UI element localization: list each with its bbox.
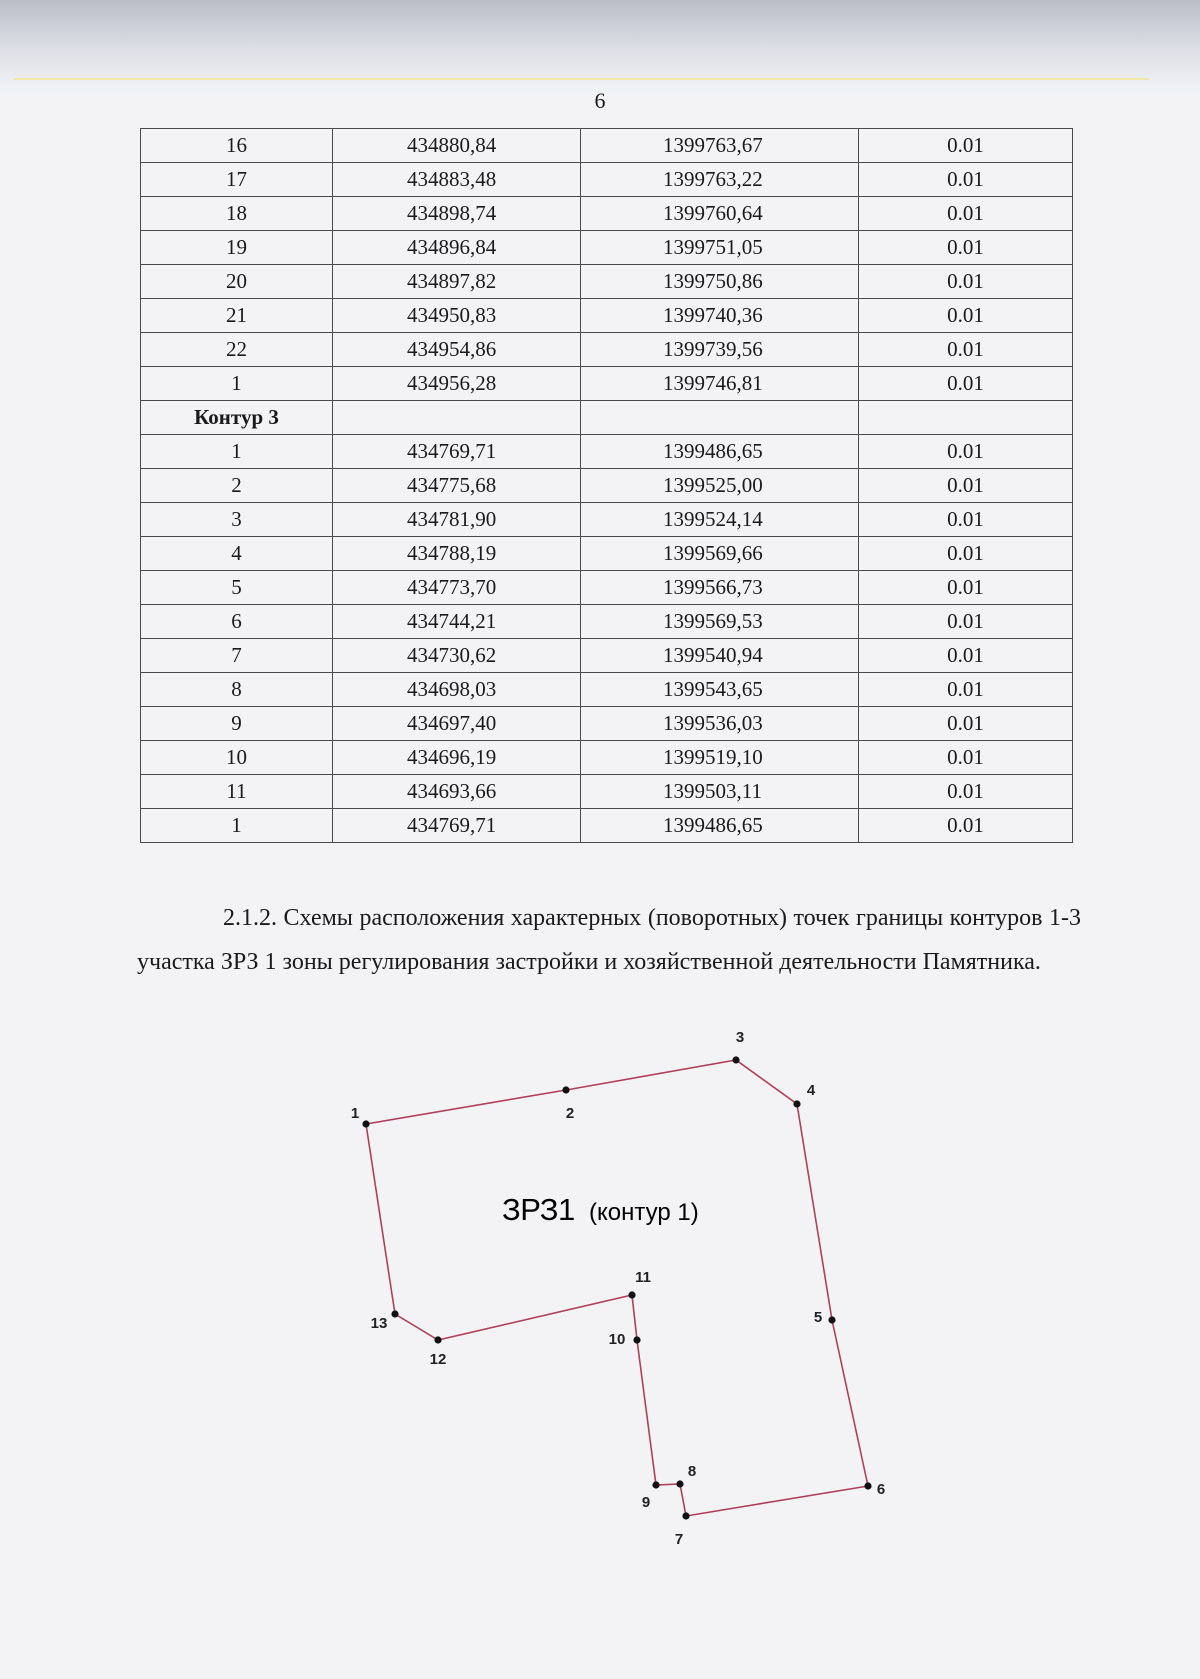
accuracy-cell: 0.01 xyxy=(859,809,1073,843)
boundary-point-marker xyxy=(732,1056,739,1063)
table-row xyxy=(141,367,1073,401)
y-coordinate-cell: 1399739,56 xyxy=(581,333,859,367)
x-coordinate-cell: 434698,03 xyxy=(333,673,581,707)
y-coordinate-cell: 1399525,00 xyxy=(581,469,859,503)
x-coordinate-cell: 434773,70 xyxy=(333,571,581,605)
y-coordinate-cell: 1399566,73 xyxy=(581,571,859,605)
point-number-cell: 11 xyxy=(141,775,333,809)
boundary-point-marker xyxy=(628,1291,635,1298)
boundary-point-marker xyxy=(828,1316,835,1323)
x-coordinate-cell: 434880,84 xyxy=(333,129,581,163)
boundary-point-label: 8 xyxy=(687,1463,697,1480)
accuracy-cell: 0.01 xyxy=(859,503,1073,537)
table-section-row xyxy=(141,401,1073,435)
table-row xyxy=(141,605,1073,639)
boundary-point-marker xyxy=(362,1120,369,1127)
x-coordinate-cell: 434883,48 xyxy=(333,163,581,197)
x-coordinate-cell: 434769,71 xyxy=(333,435,581,469)
boundary-diagram xyxy=(0,1000,1200,1560)
boundary-point-label: 2 xyxy=(565,1105,575,1122)
scan-edge-line xyxy=(14,78,1150,80)
point-number-cell: 9 xyxy=(141,707,333,741)
boundary-point-marker xyxy=(434,1336,441,1343)
point-number-cell: 6 xyxy=(141,605,333,639)
diagram-title-sub: (контур 1) xyxy=(589,1199,699,1226)
x-coordinate-cell: 434898,74 xyxy=(333,197,581,231)
accuracy-cell: 0.01 xyxy=(859,537,1073,571)
table-row xyxy=(141,299,1073,333)
table-row xyxy=(141,639,1073,673)
table-row xyxy=(141,707,1073,741)
boundary-point-label: 12 xyxy=(429,1351,447,1368)
x-coordinate-cell: 434788,19 xyxy=(333,537,581,571)
table-row xyxy=(141,197,1073,231)
y-coordinate-cell: 1399750,86 xyxy=(581,265,859,299)
accuracy-cell: 0.01 xyxy=(859,639,1073,673)
boundary-point-marker xyxy=(652,1481,659,1488)
x-coordinate-cell: 434769,71 xyxy=(333,809,581,843)
point-number-cell: 19 xyxy=(141,231,333,265)
point-number-cell: 20 xyxy=(141,265,333,299)
boundary-point-marker xyxy=(676,1480,683,1487)
point-number-cell: 1 xyxy=(141,435,333,469)
x-coordinate-cell: 434897,82 xyxy=(333,265,581,299)
y-coordinate-cell: 1399569,66 xyxy=(581,537,859,571)
boundary-point-marker xyxy=(391,1310,398,1317)
y-coordinate-cell: 1399486,65 xyxy=(581,809,859,843)
accuracy-cell: 0.01 xyxy=(859,129,1073,163)
coordinates-table xyxy=(140,128,1073,843)
boundary-point-label: 7 xyxy=(674,1531,684,1548)
accuracy-cell: 0.01 xyxy=(859,163,1073,197)
table-row xyxy=(141,741,1073,775)
point-number-cell: 10 xyxy=(141,741,333,775)
y-coordinate-cell: 1399751,05 xyxy=(581,231,859,265)
x-coordinate-cell: 434781,90 xyxy=(333,503,581,537)
table-row xyxy=(141,469,1073,503)
y-coordinate-cell: 1399503,11 xyxy=(581,775,859,809)
diagram-title-main: ЗРЗ1 xyxy=(502,1192,575,1227)
point-number-cell: 3 xyxy=(141,503,333,537)
point-number-cell: 7 xyxy=(141,639,333,673)
y-coordinate-cell: 1399543,65 xyxy=(581,673,859,707)
table-row xyxy=(141,537,1073,571)
accuracy-cell: 0.01 xyxy=(859,469,1073,503)
point-number-cell: 21 xyxy=(141,299,333,333)
x-coordinate-cell: 434730,62 xyxy=(333,639,581,673)
point-number-cell: 2 xyxy=(141,469,333,503)
x-coordinate-cell: 434693,66 xyxy=(333,775,581,809)
x-coordinate-cell: 434896,84 xyxy=(333,231,581,265)
table-row xyxy=(141,809,1073,843)
boundary-point-label: 13 xyxy=(370,1315,388,1332)
boundary-point-label: 10 xyxy=(608,1331,626,1348)
table-row xyxy=(141,775,1073,809)
table-row xyxy=(141,503,1073,537)
table-row xyxy=(141,129,1073,163)
point-number-cell: 1 xyxy=(141,809,333,843)
point-number-cell: 8 xyxy=(141,673,333,707)
y-coordinate-cell: 1399746,81 xyxy=(581,367,859,401)
boundary-point-marker xyxy=(682,1512,689,1519)
x-coordinate-cell: 434744,21 xyxy=(333,605,581,639)
x-coordinate-cell: 434697,40 xyxy=(333,707,581,741)
accuracy-cell: 0.01 xyxy=(859,571,1073,605)
accuracy-cell: 0.01 xyxy=(859,673,1073,707)
accuracy-cell: 0.01 xyxy=(859,197,1073,231)
boundary-point-marker xyxy=(864,1482,871,1489)
table-row xyxy=(141,163,1073,197)
y-coordinate-cell: 1399763,67 xyxy=(581,129,859,163)
y-coordinate-cell: 1399740,36 xyxy=(581,299,859,333)
x-coordinate-cell: 434775,68 xyxy=(333,469,581,503)
boundary-point-label: 9 xyxy=(641,1494,651,1511)
accuracy-cell: 0.01 xyxy=(859,741,1073,775)
table-row xyxy=(141,435,1073,469)
accuracy-cell: 0.01 xyxy=(859,299,1073,333)
point-number-cell: Контур 3 xyxy=(141,401,333,435)
y-coordinate-cell: 1399760,64 xyxy=(581,197,859,231)
y-coordinate-cell: 1399540,94 xyxy=(581,639,859,673)
boundary-point-marker xyxy=(793,1100,800,1107)
table-row xyxy=(141,333,1073,367)
boundary-point-marker xyxy=(633,1336,640,1343)
point-number-cell: 22 xyxy=(141,333,333,367)
point-number-cell: 17 xyxy=(141,163,333,197)
y-coordinate-cell: 1399524,14 xyxy=(581,503,859,537)
x-coordinate-cell: 434950,83 xyxy=(333,299,581,333)
boundary-point-label: 1 xyxy=(350,1105,360,1122)
boundary-point-marker xyxy=(562,1086,569,1093)
contour-polygon xyxy=(366,1060,868,1516)
y-coordinate-cell xyxy=(581,401,859,435)
x-coordinate-cell: 434696,19 xyxy=(333,741,581,775)
point-number-cell: 18 xyxy=(141,197,333,231)
boundary-point-label: 3 xyxy=(735,1029,745,1046)
accuracy-cell: 0.01 xyxy=(859,707,1073,741)
accuracy-cell: 0.01 xyxy=(859,775,1073,809)
accuracy-cell: 0.01 xyxy=(859,435,1073,469)
boundary-point-label: 11 xyxy=(635,1269,651,1286)
table-row xyxy=(141,571,1073,605)
y-coordinate-cell: 1399569,53 xyxy=(581,605,859,639)
accuracy-cell: 0.01 xyxy=(859,367,1073,401)
accuracy-cell: 0.01 xyxy=(859,231,1073,265)
x-coordinate-cell: 434956,28 xyxy=(333,367,581,401)
point-number-cell: 5 xyxy=(141,571,333,605)
table-row xyxy=(141,231,1073,265)
table-row xyxy=(141,265,1073,299)
point-number-cell: 4 xyxy=(141,537,333,571)
y-coordinate-cell: 1399763,22 xyxy=(581,163,859,197)
y-coordinate-cell: 1399536,03 xyxy=(581,707,859,741)
page-number: 6 xyxy=(594,88,606,113)
accuracy-cell xyxy=(859,401,1073,435)
diagram-title xyxy=(502,1192,699,1227)
x-coordinate-cell xyxy=(333,401,581,435)
boundary-point-label: 5 xyxy=(813,1309,823,1326)
x-coordinate-cell: 434954,86 xyxy=(333,333,581,367)
accuracy-cell: 0.01 xyxy=(859,605,1073,639)
y-coordinate-cell: 1399486,65 xyxy=(581,435,859,469)
section-paragraph: 2.1.2. Схемы расположения характерных (поворотных) точек границы контуров 1-3 участка ЗРЗ 1 зоны регулирования застройки и хозяйственной деятельности Памятника. xyxy=(137,905,1081,975)
boundary-point-label: 6 xyxy=(876,1481,886,1498)
accuracy-cell: 0.01 xyxy=(859,265,1073,299)
point-number-cell: 16 xyxy=(141,129,333,163)
table-row xyxy=(141,673,1073,707)
y-coordinate-cell: 1399519,10 xyxy=(581,741,859,775)
boundary-point-label: 4 xyxy=(806,1082,816,1099)
accuracy-cell: 0.01 xyxy=(859,333,1073,367)
point-number-cell: 1 xyxy=(141,367,333,401)
